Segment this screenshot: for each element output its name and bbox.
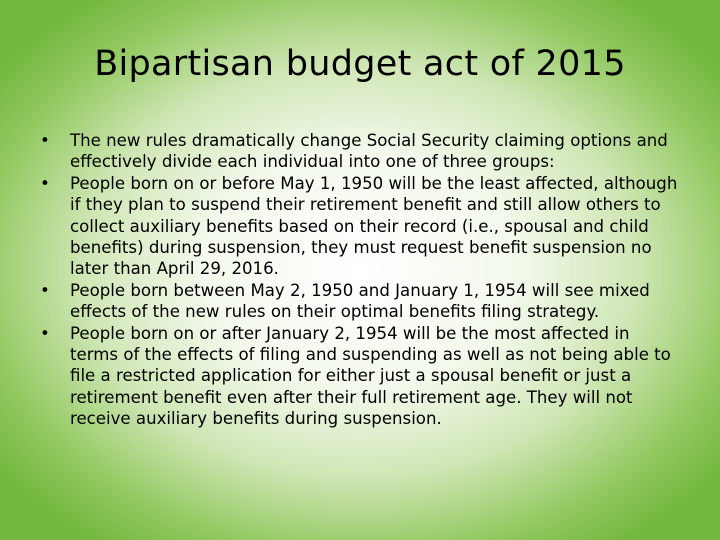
bullet-marker: • xyxy=(40,173,50,193)
bullet-item xyxy=(40,130,682,173)
bullet-marker: • xyxy=(40,323,50,343)
bullet-item xyxy=(40,323,682,430)
bullet-marker: • xyxy=(40,131,50,150)
bullet-item xyxy=(40,173,682,280)
bullet-item xyxy=(40,280,682,323)
bullet-text: People born on or before May 1, 1950 will be the least affected, although if they plan to suspend their retirement benefit and still allow others to collect auxiliary benefits based on their record (i.e., spousal and child benefits) during suspension, they must request benefit suspension no later than April 29, 2016. xyxy=(70,173,678,279)
slide-title: Bipartisan budget act of 2015 xyxy=(94,44,626,84)
bullet-list xyxy=(40,130,682,430)
bullet-marker: • xyxy=(40,280,50,300)
bullet-text: People born on or after January 2, 1954 will be the most affected in terms of the effects of filing and suspending as well as not being able to file a restricted application for either just a spousal benefit or just a retirement benefit even after their full retirement age. They will not receive auxiliary benefits during suspension. xyxy=(70,323,671,429)
bullet-text: The new rules dramatically change Social Security claiming options and effectively divide each individual into one of three groups: xyxy=(70,131,668,172)
bullet-text: People born between May 2, 1950 and January 1, 1954 will see mixed effects of the new rules on their optimal benefits filing strategy. xyxy=(70,280,650,322)
